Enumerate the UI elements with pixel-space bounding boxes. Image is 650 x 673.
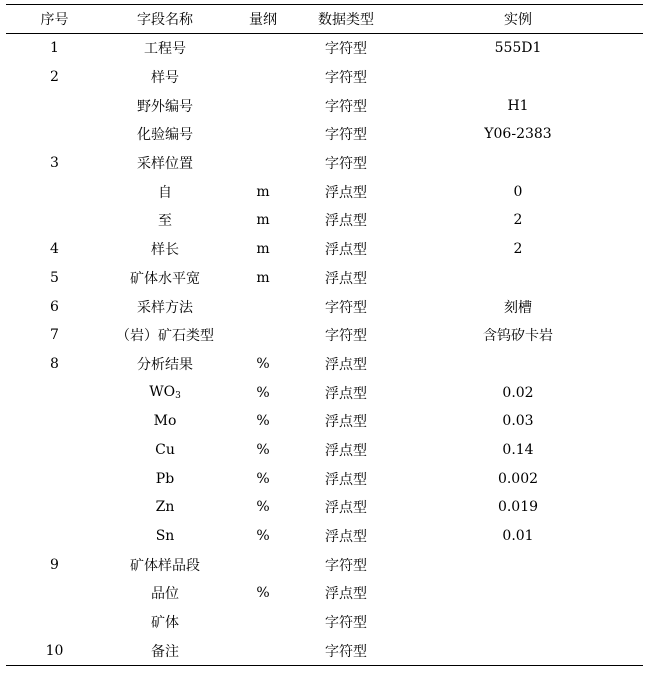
table-header <box>6 5 643 33</box>
table-row <box>6 149 643 178</box>
cell-name: 采样位置 <box>137 156 193 173</box>
cell-type: 浮点型 <box>325 529 367 546</box>
cell-name: Cu <box>155 441 175 458</box>
table-row <box>6 91 643 120</box>
cell-example: 2 <box>513 212 523 229</box>
cell-type: 字符型 <box>325 41 367 58</box>
cell-type: 浮点型 <box>325 213 367 230</box>
table-row <box>6 378 643 407</box>
cell-example: 0.019 <box>497 499 539 516</box>
cell-unit: m <box>256 212 270 229</box>
cell-example: 2 <box>513 241 523 258</box>
cell-name: 矿体样品段 <box>130 557 200 574</box>
cell-no: 4 <box>50 241 59 258</box>
cell-type: 字符型 <box>325 557 367 574</box>
table-row <box>6 120 643 149</box>
table-row <box>6 177 643 206</box>
cell-example: 0.002 <box>497 470 539 487</box>
cell-unit: m <box>256 183 270 200</box>
cell-example: H1 <box>507 97 529 114</box>
cell-no: 6 <box>50 298 59 315</box>
data-dictionary-table <box>6 4 643 666</box>
cell-unit: % <box>256 441 270 458</box>
table-row <box>6 206 643 235</box>
cell-name: （岩）矿石类型 <box>116 328 214 345</box>
cell-example: Y06-2383 <box>484 126 552 143</box>
cell-unit: m <box>256 269 270 286</box>
cell-name: 矿体 <box>151 615 179 632</box>
table-row <box>6 34 643 63</box>
cell-type: 浮点型 <box>325 270 367 287</box>
cell-unit: % <box>256 528 270 545</box>
cell-name: 分析结果 <box>137 356 193 373</box>
cell-unit: % <box>256 585 270 602</box>
cell-type: 字符型 <box>325 328 367 345</box>
table-row <box>6 550 643 579</box>
cell-type: 浮点型 <box>325 414 367 431</box>
cell-type: 浮点型 <box>325 471 367 488</box>
formula-subscript: 3 <box>175 391 181 402</box>
cell-example: 555D1 <box>494 40 542 57</box>
cell-name: 备注 <box>151 643 179 660</box>
cell-name: 采样方法 <box>137 299 193 316</box>
table-row <box>6 235 643 264</box>
cell-name: Pb <box>155 470 175 487</box>
table-row <box>6 321 643 350</box>
cell-example: 含钨矽卡岩 <box>483 328 553 345</box>
cell-example: 刻槽 <box>504 299 532 316</box>
cell-unit: % <box>256 470 270 487</box>
cell-no: 8 <box>50 355 59 372</box>
header-cell: 量纲 <box>249 12 277 28</box>
table-row <box>6 292 643 321</box>
cell-type: 字符型 <box>325 615 367 632</box>
cell-name: 矿体水平宽 <box>130 270 200 287</box>
cell-type: 字符型 <box>325 98 367 115</box>
cell-type: 字符型 <box>325 299 367 316</box>
cell-example: 0.02 <box>502 384 534 401</box>
table-row <box>6 636 643 665</box>
header-cell: 字段名称 <box>137 12 193 28</box>
cell-name: 化验编号 <box>137 127 193 144</box>
cell-example: 0.14 <box>502 441 534 458</box>
table-row <box>6 264 643 293</box>
cell-name: 工程号 <box>144 41 186 58</box>
cell-no: 10 <box>45 642 64 659</box>
cell-name <box>103 384 227 401</box>
cell-type: 浮点型 <box>325 500 367 517</box>
table-body <box>6 34 643 665</box>
table-row <box>6 522 643 551</box>
cell-unit: % <box>256 355 270 372</box>
table-row <box>6 436 643 465</box>
table-row <box>6 608 643 637</box>
cell-name: Zn <box>155 499 175 516</box>
cell-unit: % <box>256 413 270 430</box>
table-row <box>6 464 643 493</box>
cell-example: 0.01 <box>502 528 534 545</box>
cell-no: 7 <box>50 327 59 344</box>
table-row <box>6 493 643 522</box>
cell-name: 至 <box>158 213 172 230</box>
cell-no: 9 <box>50 556 59 573</box>
cell-type: 字符型 <box>325 643 367 660</box>
cell-example: 0.03 <box>502 413 534 430</box>
cell-unit: % <box>256 384 270 401</box>
bottom-rule <box>6 665 643 666</box>
formula-text: WO <box>149 384 176 401</box>
cell-type: 浮点型 <box>325 442 367 459</box>
cell-type: 字符型 <box>325 127 367 144</box>
cell-type: 字符型 <box>325 70 367 87</box>
cell-example: 0 <box>513 183 523 200</box>
table-row <box>6 579 643 608</box>
cell-name: 样号 <box>151 70 179 87</box>
table-row <box>6 350 643 379</box>
cell-no: 3 <box>50 155 59 172</box>
cell-type: 浮点型 <box>325 242 367 259</box>
cell-type: 浮点型 <box>325 586 367 603</box>
cell-type: 浮点型 <box>325 385 367 402</box>
cell-no: 5 <box>50 269 59 286</box>
cell-name: Sn <box>155 528 175 545</box>
cell-type: 浮点型 <box>325 356 367 373</box>
cell-name: Mo <box>153 413 177 430</box>
cell-unit: % <box>256 499 270 516</box>
cell-name: 样长 <box>151 242 179 259</box>
cell-type: 浮点型 <box>325 184 367 201</box>
cell-name: 野外编号 <box>137 98 193 115</box>
cell-no: 1 <box>50 40 59 57</box>
header-cell: 序号 <box>40 12 69 28</box>
table-row <box>6 63 643 92</box>
header-cell: 实例 <box>504 12 532 28</box>
cell-name: 自 <box>158 184 172 201</box>
header-cell: 数据类型 <box>318 12 374 28</box>
cell-unit: m <box>256 241 270 258</box>
cell-no: 2 <box>50 69 59 86</box>
table-row <box>6 407 643 436</box>
cell-name: 品位 <box>151 586 179 603</box>
cell-type: 字符型 <box>325 156 367 173</box>
